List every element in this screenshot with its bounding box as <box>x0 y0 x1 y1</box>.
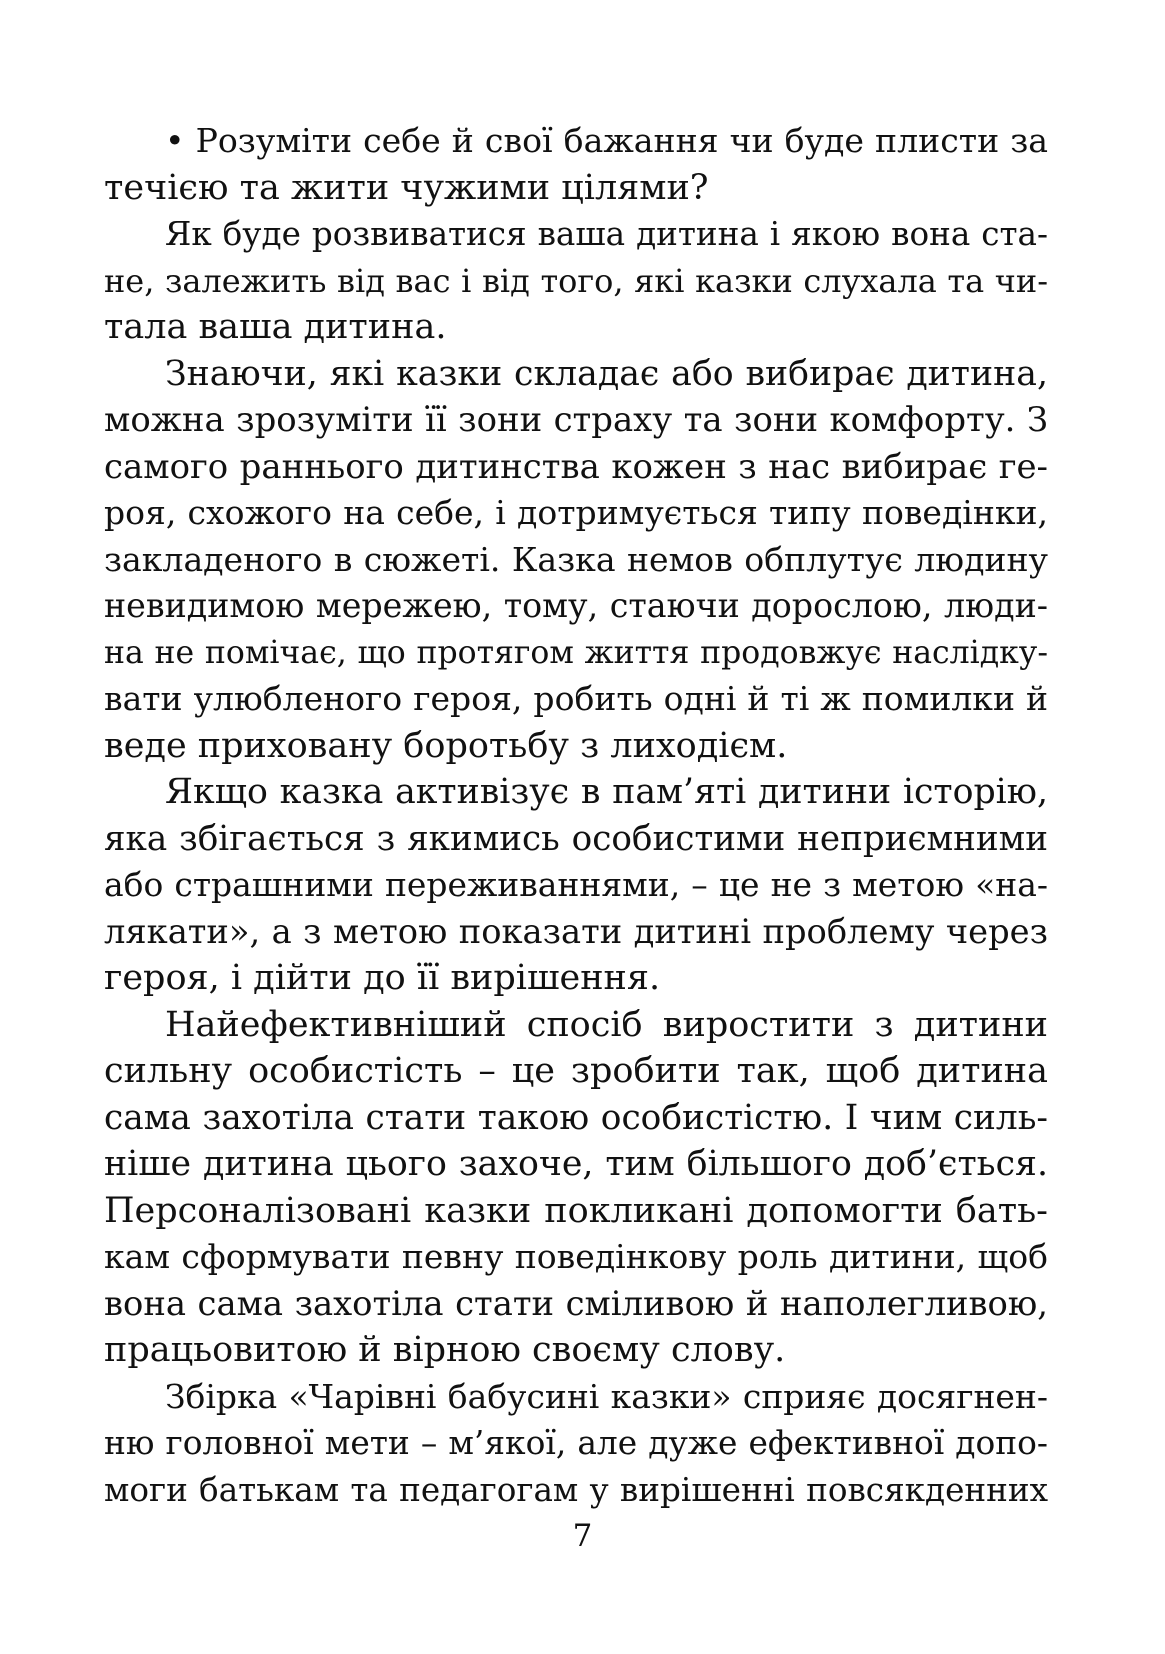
text-line: самого раннього дитинства кожен з нас вибирає ге- <box>104 446 1048 486</box>
paragraph-5 <box>104 1002 1048 1374</box>
text-line: кам сформувати певну поведінкову роль дитини, щоб <box>104 1237 1048 1276</box>
text-line: ніше дитина цього захоче, тим більшого доб’ється. <box>104 1144 1048 1184</box>
text-line: Як буде розвиватися ваша дитина і якою вона ста- <box>165 215 1048 253</box>
text-line: яка збігається з якимись особистими неприємними <box>104 818 1048 859</box>
text-line: веде приховану боротьбу з лиходієм. <box>104 725 788 766</box>
paragraph-6 <box>104 1374 1048 1514</box>
text-line: на не помічає, що протягом життя продовжує наслідку- <box>104 634 1048 671</box>
text-line: героя, і дійти до її вирішення. <box>104 958 661 998</box>
text-line: • Розуміти себе й свої бажання чи буде плисти за <box>165 121 1048 160</box>
text-line: тала ваша дитина. <box>104 307 447 347</box>
paragraph-4 <box>104 769 1048 1002</box>
text-line: сильну особистість – це зробити так, щоб дитина <box>104 1051 1048 1091</box>
text-line: не, залежить від вас і від того, які казки слухала та чи- <box>104 261 1048 300</box>
text-line: лякати», а з метою показати дитині проблему через <box>104 911 1048 951</box>
text-line: або страшними переживаннями, – це не з метою «на- <box>104 865 1048 904</box>
text-line: Якщо казка активізує в пам’яті дитини історію, <box>165 772 1048 812</box>
text-line: невидимою мережею, тому, стаючи дорослою, люди- <box>104 586 1048 625</box>
text-line: Найефективніший спосіб виростити з дитини <box>165 1004 1048 1045</box>
text-line: Знаючи, які казки складає або вибирає дитина, <box>165 353 1048 394</box>
paragraph-3 <box>104 351 1048 770</box>
text-line: вати улюбленого героя, робить одні й ті ж помилки й <box>104 679 1048 718</box>
text-line: працьовитою й вірною своєму слову. <box>104 1330 786 1370</box>
text-line: моги батькам та педагогам у вирішенні повсякденних <box>104 1470 1048 1509</box>
text-line: ню головної мети – м’якої, але дуже ефективної допо- <box>104 1424 1048 1462</box>
text-line: сама захотіла стати такою особистістю. І чим силь- <box>104 1097 1048 1138</box>
text-line: закладеного в сюжеті. Казка немов обплутує людину <box>104 539 1048 579</box>
text-line: Персоналізовані казки покликані допомогти бать- <box>104 1190 1048 1231</box>
page-number: 7 <box>572 1518 593 1554</box>
paragraph-2 <box>104 211 1048 351</box>
text-line: Збірка «Чарівні бабусині казки» сприяє досягнен- <box>165 1376 1048 1416</box>
text-line: роя, схожого на себе, і дотримується типу поведінки, <box>104 493 1048 532</box>
paragraph-1 <box>104 118 1048 211</box>
text-line: вона сама захотіла стати сміливою й наполегливою, <box>104 1283 1048 1323</box>
body-text <box>104 118 1048 1513</box>
text-line: можна зрозуміти її зони страху та зони комфорту. З <box>104 400 1048 439</box>
text-line: течією та жити чужими цілями? <box>104 167 709 208</box>
